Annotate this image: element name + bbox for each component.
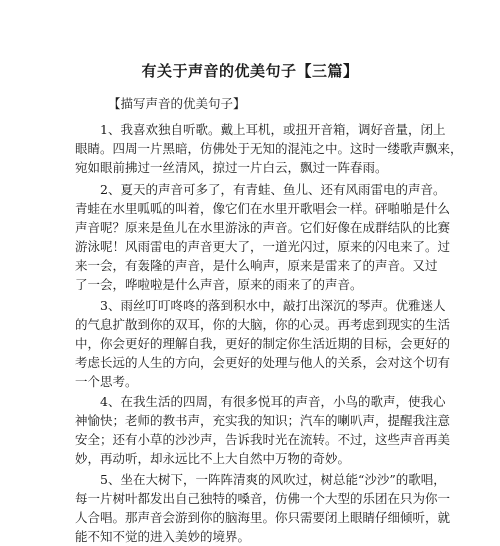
paragraph-line: 中，你会更好的理解自我，更好的制定你生活近期的目标，会更好的 <box>75 336 451 351</box>
paragraph-line: 5、坐在大树下，一阵阵清爽的风吹过，树总能“沙沙”的歌唱， <box>100 472 446 487</box>
paragraph-line: 4、在我生活的四周，有很多悦耳的声音，小鸟的歌声，使我心 <box>100 394 446 409</box>
paragraph-line: 3、雨丝叮叮咚咚的落到积水中，敲打出深沉的琴声。优雅迷人 <box>100 298 446 313</box>
paragraph-4 <box>75 392 451 468</box>
paragraph-line: 安全；还有小草的沙沙声，告诉我时光在流转。不过，这些声音再美 <box>75 432 451 447</box>
paragraph-line: 人合唱。那声音会游到你的脑海里。你只需要闭上眼睛仔细倾听，就 <box>75 510 451 525</box>
paragraph-line: 了一会，哗啦啦是什么声音，原来的雨来了的声音。 <box>75 277 363 292</box>
page-title: 有关于声音的优美句子【三篇】 <box>141 62 359 80</box>
paragraph-line: 神愉快；老师的教书声，充实我的知识；汽车的喇叭声，提醒我注意 <box>75 413 451 428</box>
paragraph-line: 声音呢？原来是鱼儿在水里游泳的声音。它们好像在成群结队的比赛 <box>75 220 451 235</box>
paragraph-2 <box>75 180 451 294</box>
paragraph-line: 1、我喜欢独自听歌。戴上耳机，或扭开音箱，调好音量，闭上 <box>100 122 446 137</box>
paragraph-line: 的气息扩散到你的双耳，你的大脑，你的心灵。再考虑到现实的生活 <box>75 317 451 332</box>
paragraph-line: 考虑长远的人生的方向，会更好的处理与他人的关系，会对这个切有 <box>75 355 451 370</box>
paragraph-line: 妙，再动听，却永远比不上大自然中万物的奇妙。 <box>75 451 351 466</box>
paragraph-1 <box>75 120 463 177</box>
paragraph-line: 宛如眼前拂过一丝清风，掠过一片白云，飘过一阵春雨。 <box>75 160 388 175</box>
paragraph-line: 眼睛。四周一片黑暗，仿佛处于无知的混沌之中。这时一缕歌声飘来， <box>75 141 463 156</box>
paragraph-line: 一个思考。 <box>75 374 138 389</box>
paragraph-5 <box>75 470 451 546</box>
paragraph-line: 游泳呢！风雨雷电的声音更大了，一道光闪过，原来的闪电来了。过 <box>75 239 451 254</box>
paragraph-line: 来一会，有轰隆的声音，是什么响声，原来是雷来了的声音。又过 <box>75 258 438 273</box>
section-heading: 【描写声音的优美句子】 <box>108 96 246 111</box>
paragraph-3 <box>75 296 451 391</box>
paragraph-line: 青蛙在水里呱呱的叫着，像它们在水里开歌唱会一样。砰啪啪是什么 <box>75 201 451 216</box>
paragraph-line: 能不知不觉的进入美妙的境界。 <box>75 529 251 544</box>
paragraph-line: 2、夏天的声音可多了，有青蛙、鱼儿、还有风雨雷电的声音。 <box>100 182 446 197</box>
paragraph-line: 每一片树叶都发出自己独特的嗓音，仿佛一个大型的乐团在只为你一 <box>75 491 451 506</box>
